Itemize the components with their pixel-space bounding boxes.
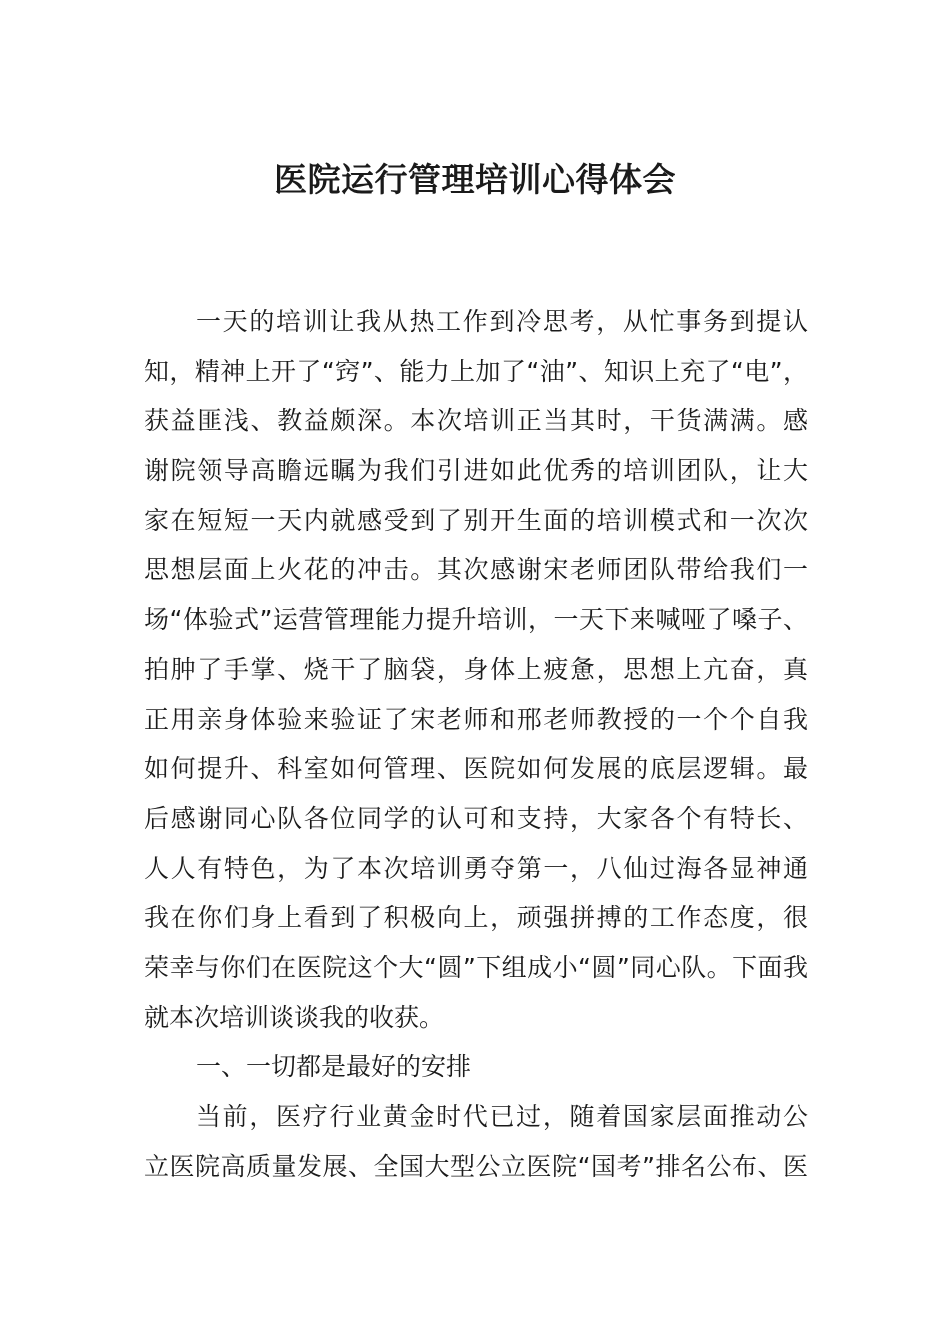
paragraph-line: 我在你们身上看到了积极向上，顽强拼搏的工作态度，很	[144, 903, 808, 933]
paragraph-line: 人人有特色，为了本次培训勇夺第一，八仙过海各显神通	[144, 853, 808, 883]
paragraph-line: 场“体验式”运营管理能力提升培训，一天下来喊哑了嗓子、	[144, 605, 808, 635]
section-heading: 一、一切都是最好的安排	[196, 1052, 472, 1082]
paragraph-line: 家在短短一天内就感受到了别开生面的培训模式和一次次	[144, 505, 808, 535]
paragraph-line: 立医院高质量发展、全国大型公立医院“国考”排名公布、医	[144, 1151, 808, 1181]
paragraph-line: 一天的培训让我从热工作到冷思考，从忙事务到提认	[196, 307, 808, 336]
paragraph-line: 获益匪浅、教益颇深。本次培训正当其时，干货满满。感	[144, 406, 808, 436]
paragraph-line: 正用亲身体验来验证了宋老师和邢老师教授的一个个自我	[144, 704, 808, 734]
paragraph-line: 知，精神上开了“窍”、能力上加了“油”、知识上充了“电”，	[144, 356, 808, 386]
paragraph-line: 拍肿了手掌、烧干了脑袋，身体上疲惫，思想上亢奋，真	[144, 654, 808, 684]
paragraph-line: 如何提升、科室如何管理、医院如何发展的底层逻辑。最	[144, 754, 808, 784]
paragraph-line: 荣幸与你们在医院这个大“圆”下组成小“圆”同心队。下面我	[144, 952, 808, 982]
paragraph-line: 思想层面上火花的冲击。其次感谢宋老师团队带给我们一	[144, 555, 808, 585]
document-title: 医院运行管理培训心得体会	[274, 160, 676, 199]
paragraph-line: 就本次培训谈谈我的收获。	[144, 1002, 445, 1032]
paragraph-line: 后感谢同心队各位同学的认可和支持，大家各个有特长、	[144, 803, 808, 833]
paragraph-line: 当前，医疗行业黄金时代已过，随着国家层面推动公	[196, 1102, 808, 1131]
paragraph-line: 谢院领导高瞻远瞩为我们引进如此优秀的培训团队，让大	[144, 456, 808, 486]
document-body	[144, 297, 808, 1191]
